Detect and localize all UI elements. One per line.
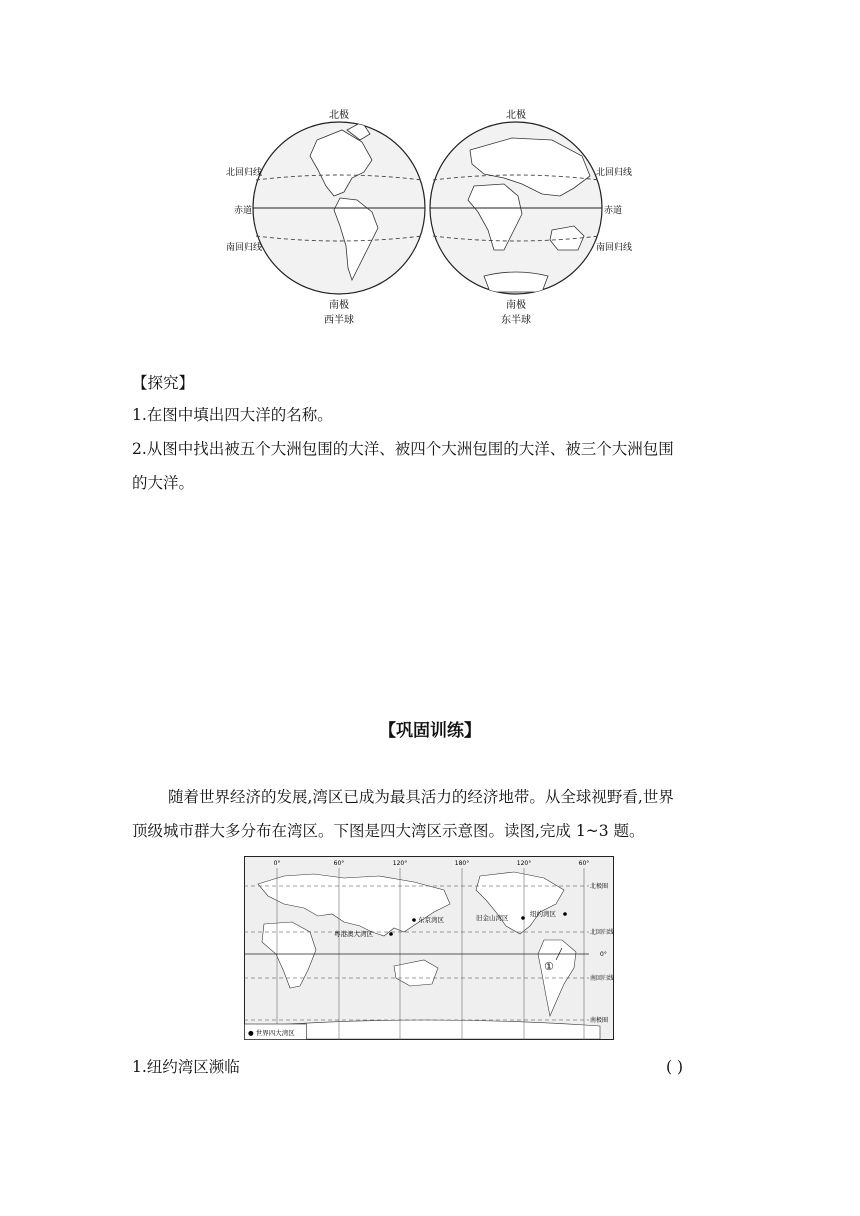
west-hemisphere-label: 西半球 (324, 315, 354, 326)
east-tropic-north-label: 北回归线 (596, 168, 633, 178)
explore-question-1: 1.在图中填出四大洋的名称。 (132, 406, 333, 424)
lon-label-2: 120° (392, 860, 408, 867)
hemisphere-map (222, 100, 638, 332)
explore-heading: 【探究】 (132, 374, 195, 392)
east-south-pole-label: 南极 (506, 300, 526, 311)
east-hemisphere-label: 东半球 (501, 315, 531, 326)
west-tropic-south-label: 南回归线 (226, 243, 263, 253)
east-equator-label: 赤道 (604, 206, 623, 216)
east-north-pole-label: 北极 (506, 110, 526, 121)
lat-label-arctic: 北极圈 (590, 883, 609, 890)
lon-label-0: 0° (273, 860, 281, 867)
lon-label-5: 60° (578, 860, 590, 867)
training-paragraph-line-1: 随着世界经济的发展,湾区已成为最具活力的经济地带。从全球视野看,世界 (168, 788, 674, 806)
marker-1: ① (544, 960, 554, 973)
ny-bay-label: 纽约湾区 (530, 910, 556, 918)
sf-bay-label: 旧金山湾区 (476, 914, 509, 922)
gba-bay-dot (389, 932, 393, 936)
gba-bay-label: 粤港澳大湾区 (334, 930, 373, 938)
lon-label-4: 120° (516, 860, 532, 867)
west-south-pole-label: 南极 (329, 300, 349, 311)
explore-question-2-line-1: 2.从图中找出被五个大洲包围的大洋、被四个大洲包围的大洋、被三个大洲包围 (132, 440, 674, 458)
training-paragraph-line-2: 顶级城市群大多分布在湾区。下图是四大湾区示意图。读图,完成 1~3 题。 (132, 822, 645, 840)
lon-label-1: 60° (333, 860, 345, 867)
bay-area-map (244, 856, 614, 1040)
lat-label-tropic-south: 南回归线 (590, 975, 614, 982)
west-equator-label: 赤道 (234, 206, 253, 216)
lat-label-equator: 0° (600, 951, 607, 958)
east-tropic-south-label: 南回归线 (596, 243, 633, 253)
question-1-text: 1.纽约湾区濒临 (132, 1058, 240, 1076)
explore-question-2-line-2: 的大洋。 (132, 474, 195, 492)
west-north-pole-label: 北极 (329, 110, 349, 121)
west-hemisphere (253, 122, 425, 294)
training-title: 【巩固训练】 (379, 721, 481, 741)
tokyo-bay-dot (412, 918, 416, 922)
sf-bay-dot (521, 916, 525, 920)
west-tropic-north-label: 北回归线 (226, 168, 263, 178)
east-hemisphere (430, 122, 602, 294)
lat-label-tropic-north: 北回归线 (590, 929, 614, 936)
map-legend: ● 世界四大湾区 (248, 1029, 295, 1037)
answer-blank[interactable]: ( ) (666, 1058, 684, 1076)
tokyo-bay-label: 东京湾区 (418, 916, 444, 924)
lat-label-antarctic: 南极圈 (590, 1017, 609, 1024)
lon-label-3: 180° (454, 860, 470, 867)
ny-bay-dot (563, 912, 567, 916)
